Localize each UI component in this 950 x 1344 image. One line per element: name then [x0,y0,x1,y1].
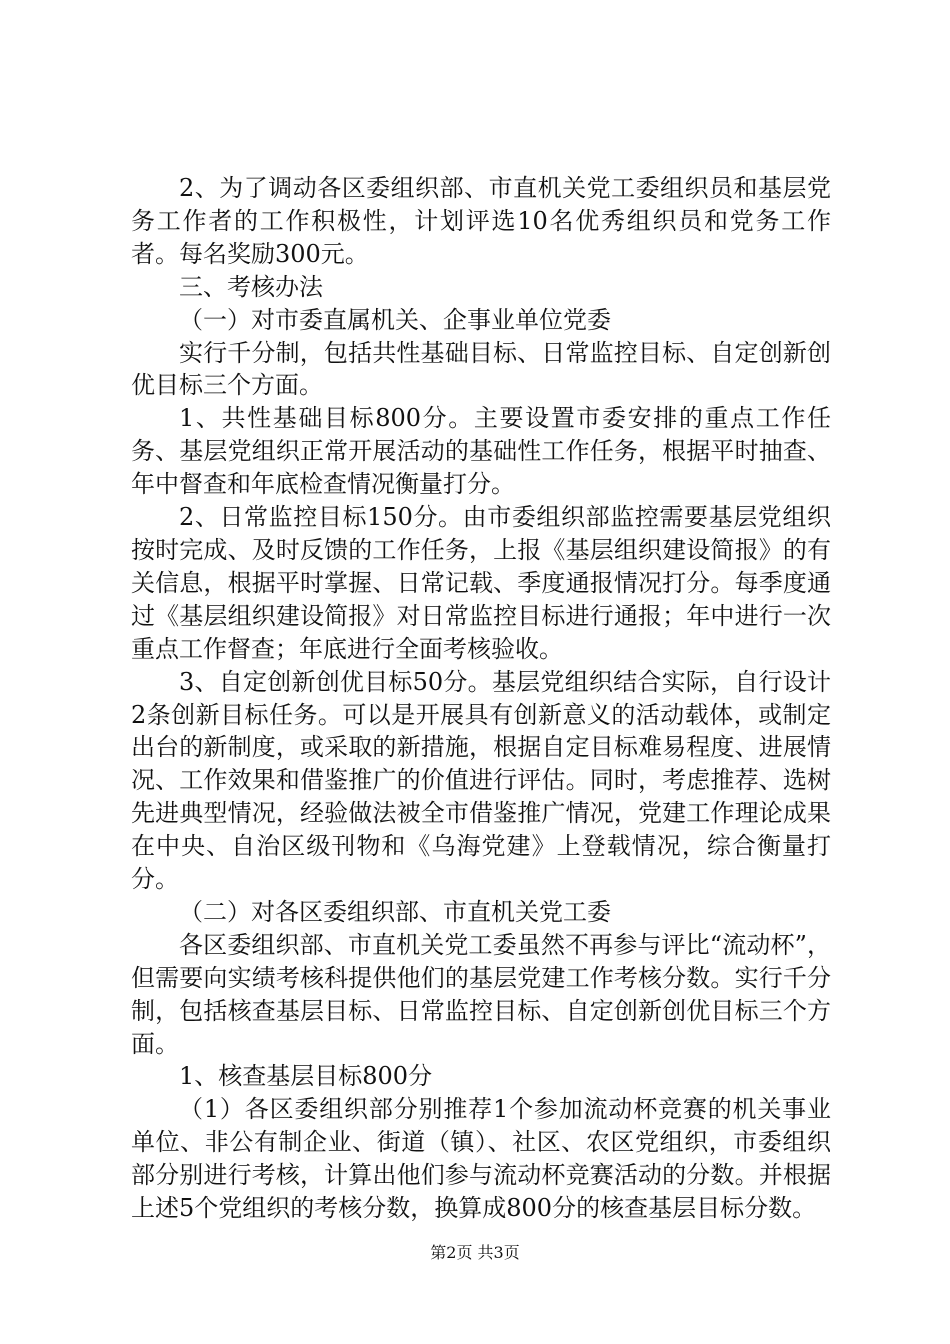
paragraph-verify-grassroots-targets: 1、核查基层目标800分 [179,1062,433,1091]
document-body [131,172,831,1225]
paragraph-award-plan: 2、为了调动各区委组织部、市直机关党工委组织员和基层党务工作者的工作积极性，计划评选10名优秀组织员和党务工作者。每名奖励300元。 [131,174,831,268]
paragraph-thousand-point-system: 实行千分制，包括共性基础目标、日常监控目标、自定创新创优目标三个方面。 [131,338,831,400]
heading-assessment-methods: 三、考核办法 [179,272,323,301]
paragraph-basic-targets: 1、共性基础目标800分。主要设置市委安排的重点工作任务、基层党组织正常开展活动的基础性工作任务，根据平时抽查、年中督查和年底检查情况衡量打分。 [131,404,831,499]
subheading-district-organization-departments: （二）对各区委组织部、市直机关党工委 [179,897,611,926]
page-number-footer: 第2页 共3页 [430,1243,520,1262]
paragraph-daily-monitoring: 2、日常监控目标150分。由市委组织部监控需要基层党组织按时完成、及时反馈的工作任务，上报《基层组织建设简报》的有关信息，根据平时掌握、日常记载、季度通报情况打分。每季度通过《基层组织建设简报》对日常监控目标进行通报；年中进行一次重点工作督查；年底进行全面考核验收。 [131,503,831,663]
paragraph-recommendation-assessment: （1）各区委组织部分别推荐1个参加流动杯竞赛的机关事业单位、非公有制企业、街道（镇）、社区、农区党组织，市委组织部分别进行考核，计算出他们参与流动杯竞赛活动的分数。并根据上述5个党组织的考核分数，换算成800分的核查基层目标分数。 [131,1095,831,1223]
subheading-municipal-party-committees: （一）对市委直属机关、企事业单位党委 [179,305,611,334]
paragraph-innovation-targets: 3、自定创新创优目标50分。基层党组织结合实际，自行设计2条创新目标任务。可以是开展具有创新意义的活动载体，或制定出台的新制度，或采取的新措施，根据自定目标难易程度、进展情况、工作效果和借鉴推广的价值进行评估。同时，考虑推荐、选树先进典型情况，经验做法被全市借鉴推广情况，党建工作理论成果在中央、自治区级刊物和《乌海党建》上登载情况，综合衡量打分。 [131,667,831,894]
paragraph-district-scoring: 各区委组织部、市直机关党工委虽然不再参与评比“流动杯”，但需要向实绩考核科提供他们的基层党建工作考核分数。实行千分制，包括核查基层目标、日常监控目标、自定创新创优目标三个方面。 [131,930,831,1058]
